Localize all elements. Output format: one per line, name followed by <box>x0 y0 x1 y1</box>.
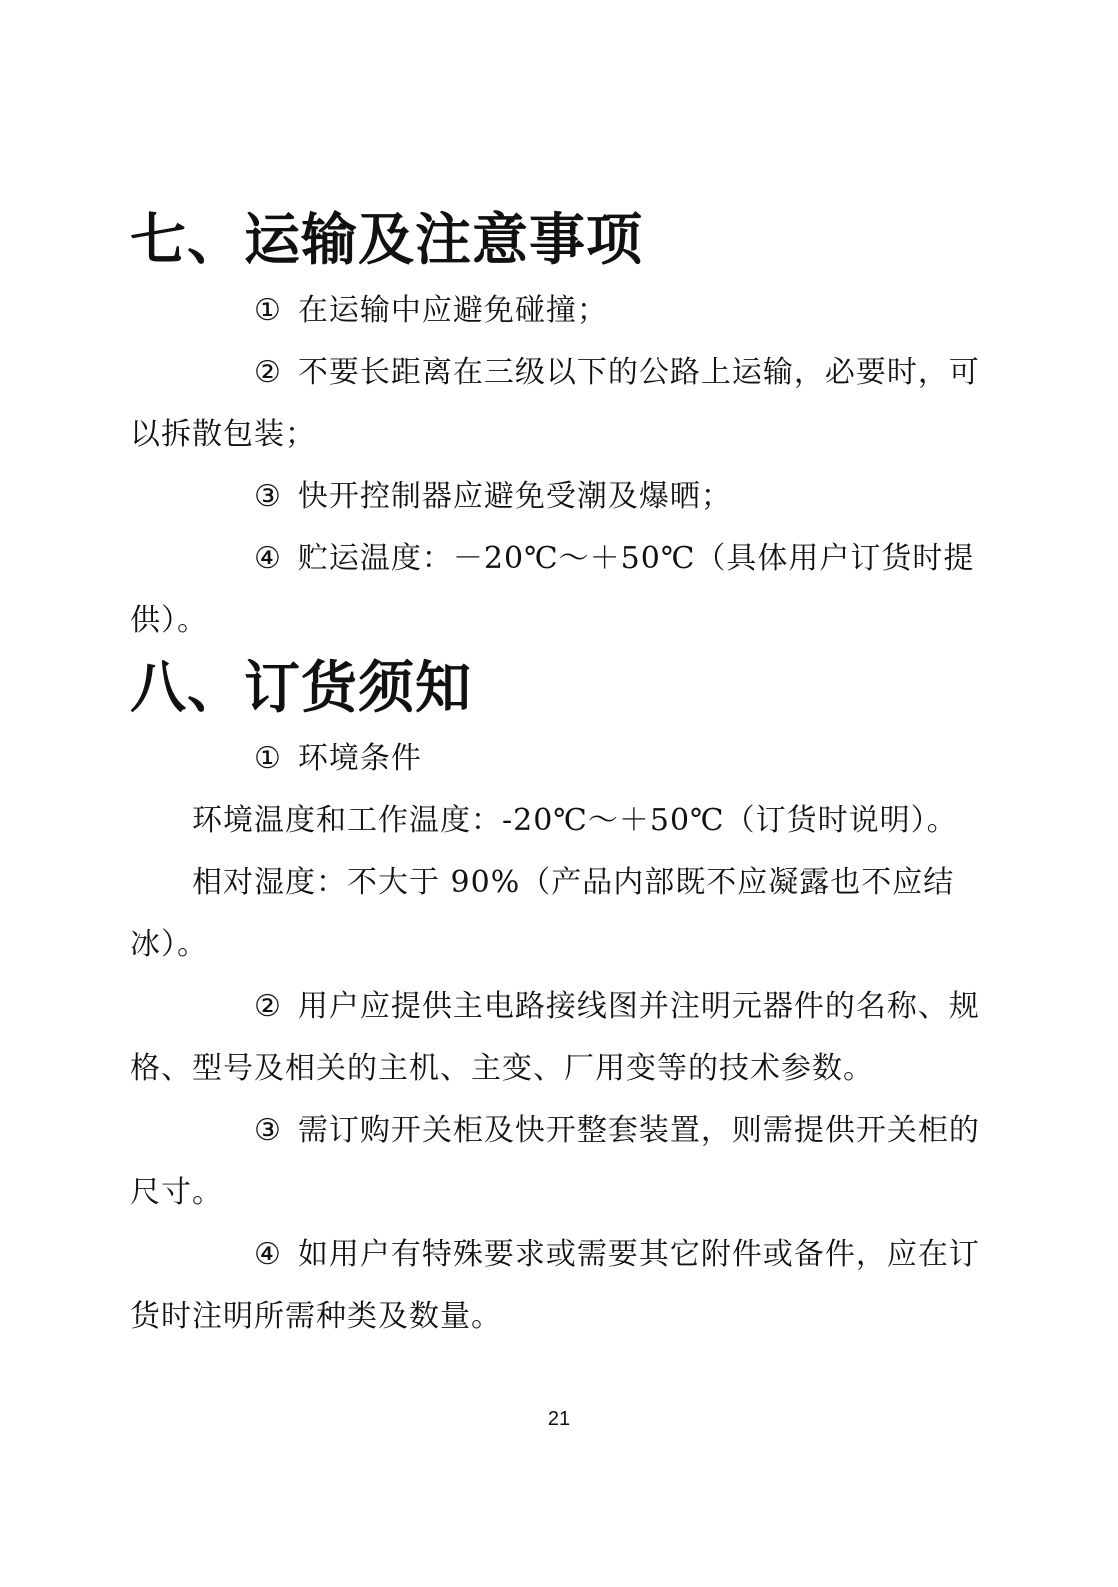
ordering-item-4 <box>130 1224 990 1348</box>
item-number: ① <box>254 741 282 776</box>
item-number: ② <box>254 989 282 1024</box>
item-text: 在运输中应避免碰撞； <box>297 293 608 328</box>
item-number: ④ <box>254 1237 282 1272</box>
item-text: 需订购开关柜及快开整套装置，则需提供开关柜的尺寸。 <box>130 1113 980 1210</box>
ordering-item-2 <box>130 976 990 1100</box>
section-heading-ordering: 八、订货须知 <box>130 655 472 721</box>
relative-humidity: 相对湿度：不大于 90%（产品内部既不应凝露也不应结冰）。 <box>130 865 955 962</box>
item-text: 环境条件 <box>297 741 422 776</box>
transport-item-3 <box>130 466 990 528</box>
transport-item-2 <box>130 342 990 466</box>
environment-temperature: 环境温度和工作温度：-20℃～＋50℃（订货时说明）。 <box>192 803 958 838</box>
ordering-item-3 <box>130 1100 990 1224</box>
section-ordering <box>130 648 990 1348</box>
transport-item-1 <box>130 280 990 342</box>
item-text: 贮运温度：－20℃～＋50℃（具体用户订货时提供）。 <box>130 541 975 638</box>
transport-item-4 <box>130 528 990 652</box>
item-number: ④ <box>254 541 282 576</box>
section-transport <box>130 200 990 652</box>
item-text: 快开控制器应避免受潮及爆晒； <box>297 479 732 514</box>
item-number: ① <box>254 293 282 328</box>
item-text: 如用户有特殊要求或需要其它附件或备件，应在订货时注明所需种类及数量。 <box>130 1237 980 1334</box>
item-text: 不要长距离在三级以下的公路上运输，必要时，可以拆散包装； <box>130 355 980 452</box>
page-number: 21 <box>547 1408 571 1430</box>
item-number: ③ <box>254 479 282 514</box>
item-number: ③ <box>254 1113 282 1148</box>
ordering-item-1 <box>130 728 990 790</box>
section-heading-transport: 七、运输及注意事项 <box>130 207 643 273</box>
item-number: ② <box>254 355 282 390</box>
item-text: 用户应提供主电路接线图并注明元器件的名称、规格、型号及相关的主机、主变、厂用变等的技术参数。 <box>130 989 980 1086</box>
